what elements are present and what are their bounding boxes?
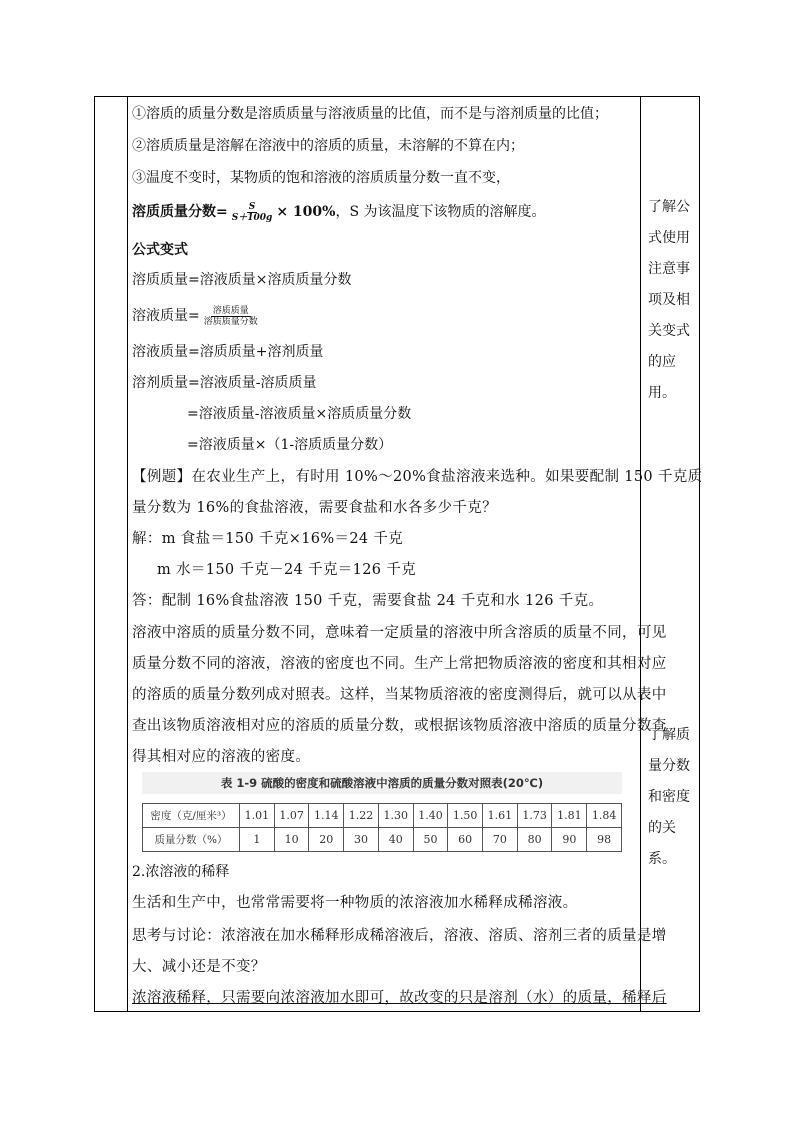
side-note-line: 的应 xyxy=(648,354,676,370)
side-note-line: 了解公 xyxy=(648,199,690,215)
formula-denominator: S＋100g xyxy=(231,212,273,223)
table-cell: 1.40 xyxy=(413,804,448,828)
side-note-line: 项及相 xyxy=(648,292,690,308)
variant-line-4: 溶剂质量=溶液质量-溶质质量 xyxy=(132,375,317,391)
table-cell: 1.81 xyxy=(552,804,587,828)
row-label-fraction: 质量分数（%） xyxy=(143,828,240,852)
formula-lead: 溶质质量分数= xyxy=(132,204,228,220)
paragraph-line-5: 得其相对应的溶液的密度。 xyxy=(132,749,311,765)
side-note-line: 系。 xyxy=(648,851,676,867)
variant-2-numerator: 溶质质量 xyxy=(212,305,249,316)
formula-tail: × 100% xyxy=(276,204,336,220)
table-cell: 20 xyxy=(309,828,344,852)
table-cell: 70 xyxy=(483,828,518,852)
underlined-answer-line: 浓溶液稀释，只需要向浓溶液加水即可，故改变的只是溶剂（水）的质量，稀释后 xyxy=(132,990,667,1006)
density-table-caption: 表 1-9 硫酸的密度和硫酸溶液中溶质的质量分数对照表(20℃) xyxy=(142,772,622,794)
table-cell: 50 xyxy=(413,828,448,852)
solution-line-2: m 水＝150 千克－24 千克＝126 千克 xyxy=(157,562,417,578)
density-table xyxy=(142,803,622,852)
side-note-line: 式使用 xyxy=(648,230,690,246)
side-note-formula xyxy=(648,192,692,409)
table-cell: 30 xyxy=(344,828,379,852)
table-cell: 90 xyxy=(552,828,587,852)
table-cell: 1.07 xyxy=(274,804,309,828)
answer-line: 答：配制 16%食盐溶液 150 千克，需要食盐 24 千克和水 126 千克。 xyxy=(132,593,604,609)
table-cell: 1.22 xyxy=(344,804,379,828)
note-line-3: ③温度不变时，某物质的饱和溶液的溶质质量分数一直不变， xyxy=(132,170,510,186)
table-cell: 60 xyxy=(448,828,483,852)
density-table-figure xyxy=(142,772,622,852)
paragraph-line-2: 质量分数不同的溶液，溶液的密度也不同。生产上常把物质溶液的密度和其相对应 xyxy=(132,656,667,672)
variant-line-5: =溶液质量-溶液质量×溶质质量分数 xyxy=(187,406,412,422)
note-line-1: ①溶质的质量分数是溶质质量与溶液质量的比值，而不是与溶剂质量的比值； xyxy=(132,106,608,122)
formula-line xyxy=(132,200,546,224)
section-heading-dilution: 2.浓溶液的稀释 xyxy=(132,864,230,880)
variant-line-1: 溶质质量=溶液质量×溶质质量分数 xyxy=(132,272,352,288)
discussion-line-2: 大、减小还是不变？ xyxy=(132,959,266,975)
variant-2-denominator: 溶质质量分数 xyxy=(203,316,258,327)
variants-title: 公式变式 xyxy=(132,242,188,258)
side-note-line: 量分数 xyxy=(648,758,690,774)
solution-line-1: 解：m 食盐＝150 千克×16%＝24 千克 xyxy=(132,531,404,547)
table-cell: 1 xyxy=(240,828,275,852)
table-cell: 40 xyxy=(378,828,413,852)
side-note-line: 注意事 xyxy=(648,261,690,277)
table-cell: 1.50 xyxy=(448,804,483,828)
table-row-fraction xyxy=(143,828,622,852)
table-cell: 1.84 xyxy=(587,804,622,828)
paragraph-line-3: 的溶质的质量分数列成对照表。这样，当某物质溶液的密度测得后，就可以从表中 xyxy=(132,687,667,703)
variant-2-lead: 溶液质量= xyxy=(132,308,200,324)
side-note-line: 和密度 xyxy=(648,789,690,805)
table-cell: 10 xyxy=(274,828,309,852)
formula-fraction xyxy=(230,202,275,223)
note-line-2: ②溶质质量是溶解在溶液中的溶质的质量，未溶解的不算在内； xyxy=(132,138,524,154)
table-cell: 1.73 xyxy=(517,804,552,828)
side-note-line: 了解质 xyxy=(648,727,690,743)
side-note-line: 的关 xyxy=(648,820,676,836)
table-row-density xyxy=(143,804,622,828)
example-line-2: 量分数为 16%的食盐溶液，需要食盐和水各多少千克？ xyxy=(132,500,497,516)
side-notes-column xyxy=(640,96,700,1012)
variant-2-fraction xyxy=(202,306,260,327)
side-note-line: 用。 xyxy=(648,385,676,401)
table-cell: 1.30 xyxy=(378,804,413,828)
dilution-line: 生活和生产中，也常常需要将一种物质的浓溶液加水稀释成稀溶液。 xyxy=(132,895,578,911)
side-note-line: 关变式 xyxy=(648,323,690,339)
row-label-density: 密度（克/厘米³） xyxy=(143,804,240,828)
discussion-line-1: 思考与讨论：浓溶液在加水稀释形成稀溶液后，溶液、溶质、溶剂三者的质量是增 xyxy=(132,928,667,944)
table-cell: 80 xyxy=(517,828,552,852)
formula-numerator: S xyxy=(248,201,256,212)
table-cell: 98 xyxy=(587,828,622,852)
paragraph-line-1: 溶液中溶质的质量分数不同，意味着一定质量的溶液中所含溶质的质量不同，可见 xyxy=(132,625,667,641)
example-line-1: 【例题】在农业生产上，有时用 10%～20%食盐溶液来选种。如果要配制 150 千克质 xyxy=(132,469,703,485)
table-cell: 1.14 xyxy=(309,804,344,828)
variant-line-2 xyxy=(132,303,262,329)
formula-note: ，S 为该温度下该物质的溶解度。 xyxy=(335,204,546,220)
variant-line-6: =溶液质量×（1-溶质质量分数） xyxy=(187,437,393,453)
table-cell: 1.61 xyxy=(483,804,518,828)
paragraph-line-4: 查出该物质溶液相对应的溶质的质量分数，或根据该物质溶液中溶质的质量分数查 xyxy=(132,718,667,734)
variant-line-3: 溶液质量=溶质质量+溶剂质量 xyxy=(132,344,324,360)
table-cell: 1.01 xyxy=(240,804,275,828)
side-note-density xyxy=(648,720,692,875)
